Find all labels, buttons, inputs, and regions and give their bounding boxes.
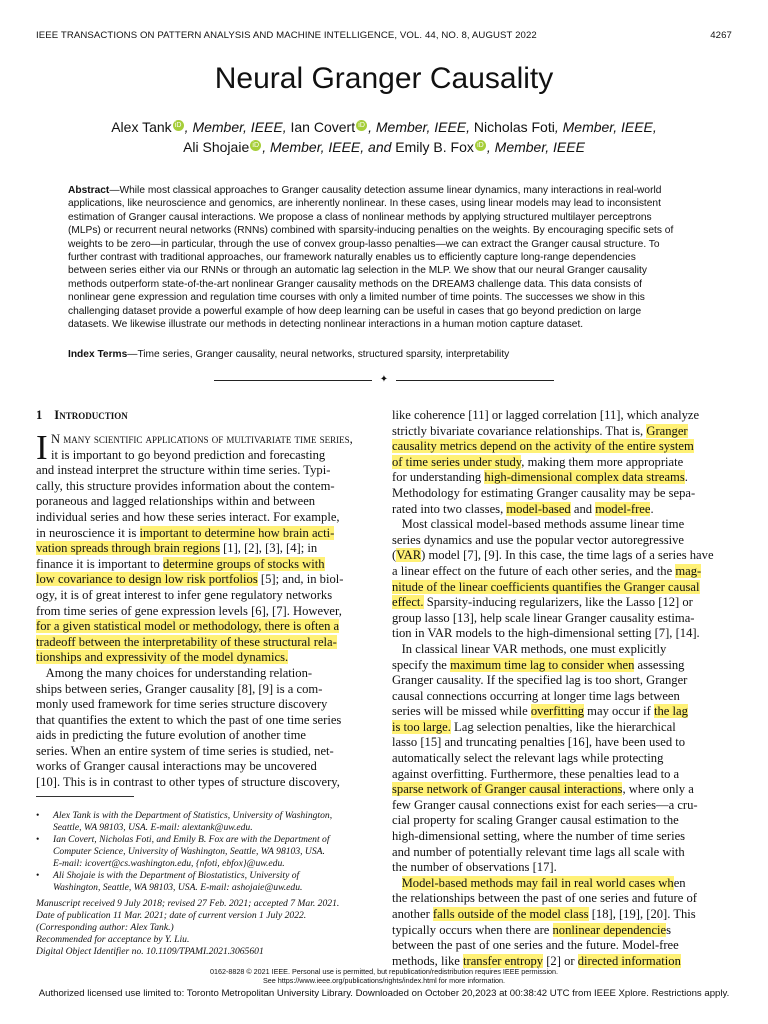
body-text: [10]. This is in contrast to other types of structure discovery, [36, 775, 340, 790]
text-line [392, 907, 736, 923]
body-text: that quantifies the extent to which the past of one time series [36, 712, 342, 727]
body-text: . [650, 501, 654, 516]
copyright-line: 0162-8828 © 2021 IEEE. Personal use is permitted, but republication/redistribution requires IEEE permission. [209, 967, 559, 976]
abstract-line [68, 197, 704, 210]
text-line [392, 595, 736, 611]
body-text: and instead interpret the structure within time series. Typi- [36, 463, 331, 478]
manuscript-line: Manuscript received 9 July 2018; revised 27 Feb. 2021; accepted 7 Mar. 2021. [36, 898, 340, 909]
section-title-rest: ntroduction [59, 408, 128, 422]
text-line [392, 424, 736, 440]
author-role: , Member, IEEE, [368, 119, 474, 135]
body-text: [18], [19], [20]. This [588, 907, 696, 921]
body-text: automatically select the relevant lags while protecting [392, 751, 664, 766]
body-text: en [673, 875, 686, 890]
copyright-notice [0, 967, 768, 985]
body-text: from time series of gene expression levels [6], [7]. However, [36, 603, 342, 618]
text-line [36, 541, 380, 557]
body-text: Sparsity-inducing regularizers, like the Lasso [12] or [423, 595, 693, 610]
abstract-line [68, 318, 704, 331]
body-text: may occur if [584, 704, 654, 719]
text-line [392, 548, 736, 564]
body-text: series will be missed while [392, 704, 531, 719]
body-text: between the past of one series and the future. Model-free [392, 938, 679, 953]
text-line [392, 798, 736, 814]
body-text: Most classical model-based methods assume linear time [401, 517, 685, 532]
footnote-line: E-mail: icovert@cs.washington.edu, {nfoti, ebfox}@uw.edu. [53, 858, 285, 869]
abstract-line [68, 291, 704, 304]
text-line [392, 704, 736, 720]
body-text: individual series and how these series interact. For example, [36, 509, 340, 524]
text-line [36, 650, 380, 666]
highlighted-text: tionships and expressivity of the model dynamics. [36, 650, 289, 665]
body-text: finance it is important to [36, 556, 163, 571]
body-text: causal connections occurring at longer time lags between [392, 688, 680, 703]
highlighted-text: the lag [653, 704, 688, 719]
body-text: methods, like [392, 953, 464, 968]
body-text: [1], [2], [3], [4]; in [219, 541, 318, 556]
section-heading [36, 408, 128, 423]
text-line [392, 580, 736, 596]
text-line [36, 463, 380, 479]
body-text: strictly bivariate covariance relationships. That is, [392, 423, 647, 438]
text-line [36, 604, 380, 620]
footnote-bullet-icon: • [36, 810, 40, 821]
footnote-item [36, 834, 382, 870]
highlighted-text: overfitting [530, 704, 585, 719]
abstract-line [68, 211, 704, 224]
text-line [392, 673, 736, 689]
text-line [392, 611, 736, 627]
body-text: like coherence [11] or lagged correlation [11], which analyze [392, 408, 700, 422]
journal-name: IEEE TRANSACTIONS ON PATTERN ANALYSIS AND MACHINE INTELLIGENCE, VOL. 44, NO. 8, AUGUST 2022 [36, 30, 537, 41]
footnote-line: Alex Tank is with the Department of Statistics, University of Washington, [53, 810, 333, 821]
author-role: , Member, IEEE, [554, 119, 657, 135]
body-text: lasso [15] and truncating penalties [16], have been used to [392, 735, 686, 750]
highlighted-text: directed information [577, 953, 681, 968]
text-line [392, 658, 736, 674]
abstract-text: methods outperform state-of-the-art nonlinear Granger causality methods on the DREAM3 challenge data. This data consists of [68, 278, 643, 290]
body-text: rated into two classes, [392, 501, 507, 516]
orcid-icon: iD [250, 140, 261, 151]
text-line [392, 439, 736, 455]
text-line [392, 486, 736, 502]
body-text: s [666, 922, 672, 937]
text-line [392, 845, 736, 861]
text-line [36, 682, 380, 698]
text-line [36, 713, 380, 729]
orcid-icon: iD [356, 120, 367, 131]
body-text: Granger causality. If the specified lag is too short, Granger [392, 673, 688, 688]
abstract-line [68, 224, 704, 237]
section-separator [0, 374, 768, 386]
left-column [36, 428, 380, 791]
abstract-text: applications, like neuroscience and genomics, are inherently nonlinear. In these cases, using linear models may lead to inconsistent [68, 198, 661, 210]
highlighted-text: model-based [506, 501, 571, 516]
text-line [392, 813, 736, 829]
body-text: against overfitting. Furthermore, these penalties lead to a [392, 766, 680, 781]
abstract [68, 184, 704, 331]
manuscript-line: (Corresponding author: Alex Tank.) [36, 922, 174, 933]
page-number: 4267 [710, 30, 732, 41]
separator-rule [396, 380, 554, 381]
text-line [36, 635, 380, 651]
body-text: in neuroscience it is [36, 525, 140, 540]
abstract-text: —While most classical approaches to Granger causality detection assume linear dynamics, many interactions in real-world [109, 185, 662, 196]
abstract-line [68, 184, 704, 197]
copyright-line: See https://www.ieee.org/publications/rights/index.html for more information. [262, 976, 506, 985]
text-line [392, 533, 736, 549]
abstract-text: between series either via our RNNs or through an automatic lag selection in the MLP. We show that our neural Granger causality [68, 265, 647, 277]
highlighted-text: model-free [595, 501, 651, 516]
section-title-initial: I [54, 408, 60, 422]
footnote-line: Computer Science, University of Washington, Seattle, WA 98103, USA. [53, 846, 325, 857]
abstract-label: Abstract [68, 185, 110, 196]
body-text: typically occurs when there are [392, 922, 553, 937]
author-name: Ali Shojaie [183, 139, 250, 155]
footnote-line: Seattle, WA 98103, USA. E-mail: alextank@uw.edu. [53, 822, 253, 833]
highlighted-text: VAR [396, 548, 422, 563]
text-line [36, 775, 380, 791]
highlighted-text: determine groups of stocks with [162, 556, 325, 571]
index-terms-text: —Time series, Granger causality, neural networks, structured sparsity, interpretability [127, 349, 510, 360]
body-text: another [392, 907, 433, 921]
footnote-line: Ian Covert, Nicholas Foti, and Emily B. Fox are with the Department of [53, 834, 330, 845]
author-line [60, 137, 708, 157]
text-line [392, 923, 736, 939]
highlighted-text: nitude of the linear coefficients quantifies the Granger causal [392, 579, 700, 594]
body-text: tion in VAR models to the high-dimensional setting [7], [14]. [392, 626, 700, 641]
footnote-bullet-icon: • [36, 834, 40, 845]
text-line [392, 455, 736, 471]
author-name: Ian Covert [290, 119, 356, 135]
text-line [36, 588, 380, 604]
running-head [36, 30, 732, 44]
footnote-item [36, 870, 382, 894]
text-line [392, 720, 736, 736]
author-line [60, 117, 708, 137]
body-text: few Granger causal connections exist for each series—a cru- [392, 797, 698, 812]
text-line [392, 502, 736, 518]
body-text: it is important to go beyond prediction and forecasting [51, 447, 326, 462]
body-text: . [684, 470, 688, 485]
body-text: aids in predicting the future evolution of another time [36, 728, 306, 743]
author-role: , Member, IEEE, and [262, 139, 396, 155]
text-line [36, 744, 380, 760]
body-text: for understanding [392, 470, 485, 485]
highlighted-text: of time series under study [392, 454, 522, 469]
text-line [392, 876, 736, 892]
body-text: high-dimensional setting, where the number of time series [392, 829, 686, 844]
text-line [36, 510, 380, 526]
body-text: In classical linear VAR methods, one must explicitly [401, 641, 667, 656]
highlighted-text: important to determine how brain acti- [139, 525, 335, 540]
body-text: Lag selection penalties, like the hierarchical [450, 719, 676, 734]
text-line [392, 782, 736, 798]
text-line [36, 526, 380, 542]
abstract-text: challenging dataset provide a powerful example of how deep learning can be useful in cases that go beyond prediction on large [68, 305, 642, 317]
text-line [392, 891, 736, 907]
abstract-text: further contrast with traditional approaches, our framework naturally enables us to efficiently capture long-range dependencies [68, 252, 636, 264]
orcid-icon: iD [173, 120, 184, 131]
drop-cap: I [36, 428, 48, 467]
abstract-line [68, 238, 704, 251]
paper-title: Neural Granger Causality [214, 62, 554, 95]
index-terms-label: Index Terms [68, 349, 128, 360]
body-text: cally, this structure provides information about the contem- [36, 478, 335, 493]
highlighted-text: transfer entropy [463, 953, 544, 968]
footnote-bullet-icon: • [36, 870, 40, 881]
abstract-line [68, 278, 704, 291]
section-title [54, 408, 127, 422]
body-text: group lasso [13], help scale linear Granger causality estima- [392, 610, 695, 625]
highlighted-text: vation spreads through brain regions [36, 541, 220, 556]
manuscript-line: Recommended for acceptance by Y. Liu. [36, 934, 190, 945]
highlighted-text: falls outside of the model class [432, 907, 589, 921]
text-line [36, 728, 380, 744]
body-text: and number of potentially relevant time lags all scale with [392, 844, 685, 859]
author-name: Emily B. Fox [395, 139, 474, 155]
highlighted-text: Granger [646, 423, 688, 438]
highlighted-text: Model-based methods may fail in real world cases wh [401, 875, 674, 890]
text-line [36, 432, 380, 448]
body-text: series dynamics and use the popular vector autoregressive [392, 532, 685, 547]
abstract-line [68, 251, 704, 264]
highlighted-text: high-dimensional complex data streams [484, 470, 685, 485]
body-text: and [570, 501, 596, 516]
highlighted-text: mag- [675, 563, 702, 578]
body-text: works of Granger causal interactions may be uncovered [36, 759, 317, 774]
index-terms [68, 348, 704, 361]
text-line [36, 619, 380, 635]
text-line [36, 448, 380, 464]
body-text: the relationships between the past of one series and future of [392, 891, 697, 906]
body-text: specify the [392, 657, 451, 672]
text-line [36, 572, 380, 588]
body-text: ( [392, 548, 397, 563]
abstract-text: datasets. We likewise illustrate our methods in detecting nonlinear interactions in a human motion capture dataset. [68, 319, 584, 331]
text-line [36, 697, 380, 713]
text-line [392, 689, 736, 705]
text-line [392, 829, 736, 845]
text-line [392, 767, 736, 783]
separator-rule [214, 380, 372, 381]
author-role: , Member, IEEE, [184, 119, 291, 135]
body-text: ships between series, Granger causality [8], [9] is a com- [36, 681, 323, 696]
body-text: cial property for scaling Granger causal estimation to the [392, 813, 679, 828]
body-text: assessing [634, 657, 685, 672]
footnote-line: Washington, Seattle, WA 98103, USA. E-mail: ashojaie@uw.edu. [53, 882, 303, 893]
abstract-line [68, 264, 704, 277]
body-text: Methodology for estimating Granger causality may be sepa- [392, 485, 696, 500]
text-line [392, 938, 736, 954]
text-line [392, 735, 736, 751]
body-text: [2] or [543, 953, 578, 968]
body-text: monly used framework for time series structure discovery [36, 697, 328, 712]
text-line [392, 860, 736, 876]
section-number: 1 [36, 408, 43, 422]
author-name: Alex Tank [111, 119, 172, 135]
text-line [392, 626, 736, 642]
text-line [36, 479, 380, 495]
highlighted-text: nonlinear dependencie [552, 922, 667, 937]
text-line [392, 470, 736, 486]
text-line [36, 759, 380, 775]
body-text: Among the many choices for understanding relation- [45, 665, 313, 680]
text-line [392, 517, 736, 533]
text-line [36, 557, 380, 573]
highlighted-text: is too large. [392, 719, 451, 734]
body-text: a linear effect on the future of each other series, and the [392, 563, 676, 578]
text-line [392, 751, 736, 767]
highlighted-text: maximum time lag to consider when [450, 657, 635, 672]
text-line [392, 564, 736, 580]
author-list [60, 117, 708, 157]
authorized-use-notice: Authorized licensed use limited to: Toronto Metropolitan University Library. Downloaded on October 20,2023 at 00:38:42 UTC from IEEE Xplore. Restrictions apply. [38, 988, 730, 999]
author-name: Nicholas Foti [473, 119, 555, 135]
footnotes [36, 810, 382, 958]
footnote-line: Ali Shojaie is with the Department of Biostatistics, University of [53, 870, 300, 881]
abstract-text: (MLPs) or recurrent neural networks (RNNs) combined with sparsity-inducing penalties on the weights. By encouraging specific sets of [68, 225, 674, 237]
body-text: the number of observations [17]. [392, 860, 557, 875]
abstract-text: estimation of Granger causal interactions. We propose a class of nonlinear methods by applying structured multilayer perceptrons [68, 211, 652, 223]
body-text: , making them more appropriate [521, 454, 684, 469]
text-line [36, 666, 380, 682]
abstract-text: weights to be zero—in particular, through the use of convex group-lasso penalties—we can extract the Granger causal structure. To [68, 238, 660, 250]
highlighted-text: sparse network of Granger causal interactions [392, 782, 623, 797]
body-text: , where only a [622, 782, 694, 797]
body-text: ) model [7], [9]. In this case, the time lags of a series have [421, 548, 714, 563]
abstract-text: nonlinear gene expression and regulation time courses with only a limited number of time points. The successes we show in this [68, 292, 645, 304]
footnote-rule [36, 796, 134, 797]
manuscript-line: Digital Object Identifier no. 10.1109/TPAMI.2021.3065601 [36, 946, 264, 957]
body-text: poraneous and lagged relationships within and between [36, 494, 316, 509]
orcid-icon: iD [475, 140, 486, 151]
text-line [392, 408, 736, 424]
body-text: ogy, it is of great interest to infer gene regulatory networks [36, 587, 333, 602]
author-role: , Member, IEEE [486, 139, 585, 155]
body-text: [5]; and, in biol- [257, 572, 344, 587]
manuscript-history [36, 898, 382, 958]
highlighted-text: low covariance to design low risk portfolios [36, 572, 258, 587]
highlighted-text: for a given statistical model or methodology, there is often a [36, 619, 340, 634]
text-line [36, 494, 380, 510]
highlighted-text: tradeoff between the interpretability of these structural rela- [36, 634, 337, 649]
footnote-item [36, 810, 382, 834]
body-text: series. When an entire system of time series is studied, net- [36, 743, 334, 758]
text-line [392, 642, 736, 658]
abstract-line [68, 305, 704, 318]
manuscript-line: Date of publication 11 Mar. 2021; date of current version 1 July 2022. [36, 910, 307, 921]
right-column [392, 408, 736, 969]
highlighted-text: effect. [392, 595, 424, 610]
highlighted-text: causality metrics depend on the activity of the entire system [392, 439, 694, 454]
separator-diamond-icon: ✦ [379, 374, 389, 385]
body-text: N many scientific applications of multivariate time series, [51, 432, 353, 446]
